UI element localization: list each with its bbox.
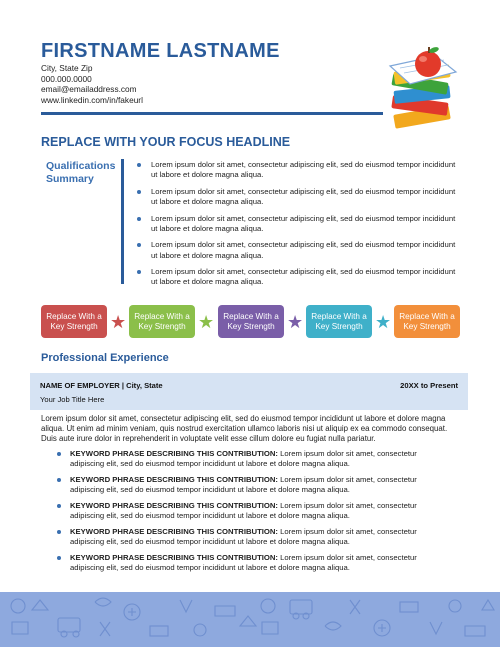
star-icon: ★ [198,312,215,332]
focus-headline: REPLACE WITH YOUR FOCUS HEADLINE [41,135,291,149]
star-icon: ★ [287,312,304,332]
job-title: Your Job Title Here [40,395,105,404]
contribution-text: Lorem ipsum dolor sit amet, consectetur adipiscing elit, sed do eiusmod tempor incididunt ut labore et dolore magna aliqua. [70,474,417,495]
contact-phone: 000.000.0000 [41,73,92,84]
footer-pattern-band [0,592,500,647]
contribution-item [56,501,446,522]
contact-city: City, State Zip [41,63,93,73]
qualifications-label [46,160,115,186]
star-icon: ★ [375,312,392,332]
header-rule [41,112,383,115]
contact-linkedin: www.linkedin.com/in/fakeurl [41,94,143,105]
school-doodle-pattern-icon [0,592,500,647]
keyword-phrase: KEYWORD PHRASE DESCRIBING THIS CONTRIBUTION: [70,500,278,510]
contact-email: email@emailaddress.com [41,84,137,95]
job-summary: Lorem ipsum dolor sit amet, consectetur adipiscing elit, sed do eiusmod tempor incididunt ut labore et dolore magna aliqua. Ut enim ad minim veniam, quis nostrud exercitation ullamco laboris nisi ut aliquip ex ea commodo consequat. Duis aute irure dolor in reprehenderit in voluptate velit esse cillum dolore eu fugiat nulla pariatur. [41,414,448,444]
job-dates: 20XX to Present [400,381,458,390]
strength-box-5: Replace With a Key Strength [394,305,460,338]
keyword-phrase: KEYWORD PHRASE DESCRIBING THIS CONTRIBUTION: [70,526,278,536]
resume-name: FIRSTNAME LASTNAME [41,40,280,62]
contribution-text: Lorem ipsum dolor sit amet, consectetur adipiscing elit, sed do eiusmod tempor incididunt ut labore et dolore magna aliqua. [70,552,417,573]
qualification-item: Lorem ipsum dolor sit amet, consectetur adipiscing elit, sed do eiusmod tempor incididunt ut labore et dolore magna aliqua. [136,267,456,287]
keyword-phrase: KEYWORD PHRASE DESCRIBING THIS CONTRIBUTION: [70,552,278,562]
contribution-item [56,553,446,574]
qualifications-label-line2: Summary [46,173,94,185]
contribution-text: Lorem ipsum dolor sit amet, consectetur adipiscing elit, sed do eiusmod tempor incididunt ut labore et dolore magna aliqua. [70,449,417,469]
contact-block [41,63,143,105]
contribution-item [56,449,446,470]
qualifications-label-line1: Qualifications [46,160,116,172]
qualification-item: Lorem ipsum dolor sit amet, consectetur adipiscing elit, sed do eiusmod tempor incididunt ut labore et dolore magna aliqua. [136,240,456,260]
qualification-item: Lorem ipsum dolor sit amet, consectetur adipiscing elit, sed do eiusmod tempor incididunt ut labore et dolore magna aliqua. [136,187,456,207]
contribution-list [56,449,446,579]
contribution-item [56,527,446,548]
qualifications-list [136,160,456,294]
strength-box-1: Replace With a Key Strength [41,305,107,338]
contribution-text: Lorem ipsum dolor sit amet, consectetur adipiscing elit, sed do eiusmod tempor incididunt ut labore et dolore magna aliqua. [70,526,417,547]
keyword-phrase: KEYWORD PHRASE DESCRIBING THIS CONTRIBUTION: [70,449,278,458]
strength-box-2: Replace With a Key Strength [129,305,195,338]
contribution-text: Lorem ipsum dolor sit amet, consectetur adipiscing elit, sed do eiusmod tempor incididunt ut labore et dolore magna aliqua. [70,500,417,521]
employer-name: NAME OF EMPLOYER | City, State [40,381,163,390]
experience-section-title: Professional Experience [41,352,169,364]
apple-on-books-icon [388,44,460,140]
strength-box-4: Replace With a Key Strength [306,305,372,338]
contribution-item [56,475,446,496]
qualifications-divider [121,159,124,284]
strength-box-3: Replace With a Key Strength [218,305,284,338]
qualification-item: Lorem ipsum dolor sit amet, consectetur adipiscing elit, sed do eiusmod tempor incididunt ut labore et dolore magna aliqua. [136,214,456,234]
key-strengths-row [41,305,459,339]
job-header-bar [30,373,468,410]
star-icon: ★ [110,312,127,332]
keyword-phrase: KEYWORD PHRASE DESCRIBING THIS CONTRIBUTION: [70,474,278,484]
qualification-item: Lorem ipsum dolor sit amet, consectetur adipiscing elit, sed do eiusmod tempor incididunt ut labore et dolore magna aliqua. [136,160,456,180]
